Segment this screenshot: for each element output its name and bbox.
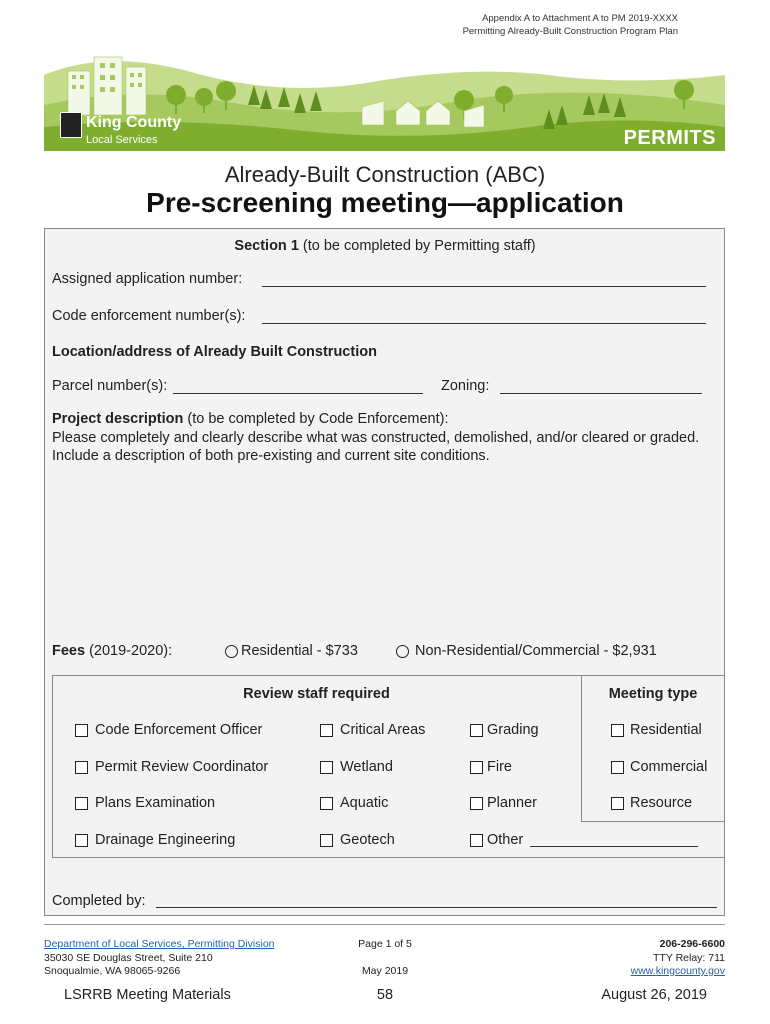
fees-label-bold: Fees (52, 643, 86, 659)
meeting-materials-label: LSRRB Meeting Materials (64, 987, 231, 1003)
checkbox-icon[interactable] (320, 724, 333, 737)
packet-page-number: 58 (376, 987, 394, 1003)
checkbox-planner[interactable] (470, 795, 537, 811)
checkbox-icon[interactable] (320, 834, 333, 847)
zoning-field[interactable] (500, 380, 702, 394)
checkbox-icon[interactable] (75, 797, 88, 810)
meeting-date: August 26, 2019 (601, 987, 707, 1003)
checkbox-icon[interactable] (320, 797, 333, 810)
code-enforcement-label: Code enforcement number(s): (52, 308, 246, 324)
checkbox-icon[interactable] (75, 761, 88, 774)
checkbox-label: Other (487, 832, 524, 848)
fee-option-commercial[interactable] (396, 643, 657, 659)
footer-divider (44, 924, 725, 925)
project-description-rest: (to be completed by Code Enforcement): (183, 411, 449, 427)
permits-label: PERMITS (623, 127, 716, 149)
page-number: Page 1 of 5 (358, 938, 412, 950)
checkbox-label: Aquatic (340, 795, 389, 811)
checkbox-label: Fire (487, 759, 512, 775)
phone-number: 206-296-6600 (659, 938, 725, 950)
project-description-bold: Project description (52, 411, 184, 427)
header-note-line2: Permitting Already-Built Construction Program Plan (462, 26, 678, 37)
checkbox-drainage-engineering[interactable] (75, 832, 235, 848)
project-description-area[interactable] (52, 470, 716, 630)
project-instructions: Please completely and clearly describe what was constructed, demolished, and/or cleared or graded. Include a description of both pre-existing and current site conditions. (52, 430, 700, 464)
header-note (463, 12, 678, 38)
checkbox-plans-examination[interactable] (75, 795, 215, 811)
zoning-label: Zoning: (441, 378, 490, 394)
checkbox-icon[interactable] (75, 834, 88, 847)
checkbox-icon[interactable] (470, 724, 483, 737)
checkbox-label: Commercial (630, 759, 708, 775)
section-heading-bold: Section 1 (234, 238, 299, 254)
checkbox-icon[interactable] (611, 724, 624, 737)
address-line1: 35030 SE Douglas Street, Suite 210 (44, 951, 213, 964)
logo-subtitle: Local Services (86, 134, 158, 146)
checkbox-code-enforcement-officer[interactable] (75, 722, 262, 738)
page-subtitle: Already-Built Construction (ABC) (224, 162, 546, 187)
checkbox-icon[interactable] (470, 761, 483, 774)
checkbox-icon[interactable] (611, 797, 624, 810)
checkbox-meeting-resource[interactable] (611, 795, 692, 811)
checkbox-icon[interactable] (470, 797, 483, 810)
checkbox-label: Drainage Engineering (95, 832, 236, 848)
checkbox-label: Resource (630, 795, 693, 811)
checkbox-grading[interactable] (470, 722, 539, 738)
checkbox-label: Code Enforcement Officer (95, 722, 263, 738)
address-line2: Snoqualmie, WA 98065-9266 (44, 965, 181, 977)
page-title: Pre-screening meeting—application (146, 187, 624, 218)
assigned-application-label: Assigned application number: (52, 271, 243, 287)
parcel-field[interactable] (173, 380, 423, 394)
checkbox-label: Grading (487, 722, 539, 738)
radio-icon[interactable] (396, 645, 409, 658)
location-heading: Location/address of Already Built Construction (52, 344, 377, 360)
checkbox-icon[interactable] (470, 834, 483, 847)
header-note-line1: Appendix A to Attachment A to PM 2019-XXXX (482, 13, 678, 24)
fees-label-rest: (2019-2020): (85, 643, 173, 659)
checkbox-other[interactable] (470, 832, 523, 848)
checkbox-geotech[interactable] (320, 832, 395, 848)
section-heading-rest: (to be completed by Permitting staff) (298, 238, 536, 254)
checkbox-icon[interactable] (320, 761, 333, 774)
review-staff-heading: Review staff required (243, 686, 390, 702)
completed-by-field[interactable] (156, 894, 717, 908)
checkbox-icon[interactable] (75, 724, 88, 737)
fee-option-label: Non-Residential/Commercial - $2,931 (415, 643, 657, 659)
assigned-application-field[interactable] (262, 273, 706, 287)
checkbox-label: Plans Examination (95, 795, 216, 811)
logo-name: King County (86, 114, 182, 131)
fee-option-residential[interactable] (225, 643, 358, 659)
project-description-heading (52, 411, 449, 427)
checkbox-critical-areas[interactable] (320, 722, 425, 738)
radio-icon[interactable] (225, 645, 238, 658)
checkbox-label: Permit Review Coordinator (95, 759, 269, 775)
checkbox-label: Wetland (340, 759, 393, 775)
king-county-logo-icon (60, 112, 82, 138)
checkbox-aquatic[interactable] (320, 795, 388, 811)
checkbox-label: Residential (630, 722, 702, 738)
fees-label (52, 643, 172, 659)
checkbox-meeting-residential[interactable] (611, 722, 702, 738)
tty-relay: TTY Relay: 711 (653, 951, 725, 964)
checkbox-fire[interactable] (470, 759, 512, 775)
department-link[interactable]: Department of Local Services, Permitting Division (44, 938, 275, 950)
footer-contact (631, 938, 725, 979)
checkbox-label: Planner (487, 795, 537, 811)
checkbox-meeting-commercial[interactable] (611, 759, 707, 775)
fee-option-label: Residential - $733 (241, 643, 358, 659)
meeting-type-heading: Meeting type (608, 686, 698, 702)
checkbox-icon[interactable] (611, 761, 624, 774)
parcel-label: Parcel number(s): (52, 378, 168, 394)
website-link[interactable]: www.kingcounty.gov (630, 965, 725, 977)
completed-by-label: Completed by: (52, 893, 146, 909)
footer-date: May 2019 (361, 965, 409, 977)
checkbox-wetland[interactable] (320, 759, 393, 775)
section-heading (0, 238, 770, 254)
code-enforcement-field[interactable] (262, 310, 706, 324)
checkbox-permit-review-coordinator[interactable] (75, 759, 268, 775)
other-specify-field[interactable] (530, 833, 698, 847)
checkbox-label: Geotech (340, 832, 395, 848)
checkbox-label: Critical Areas (340, 722, 426, 738)
